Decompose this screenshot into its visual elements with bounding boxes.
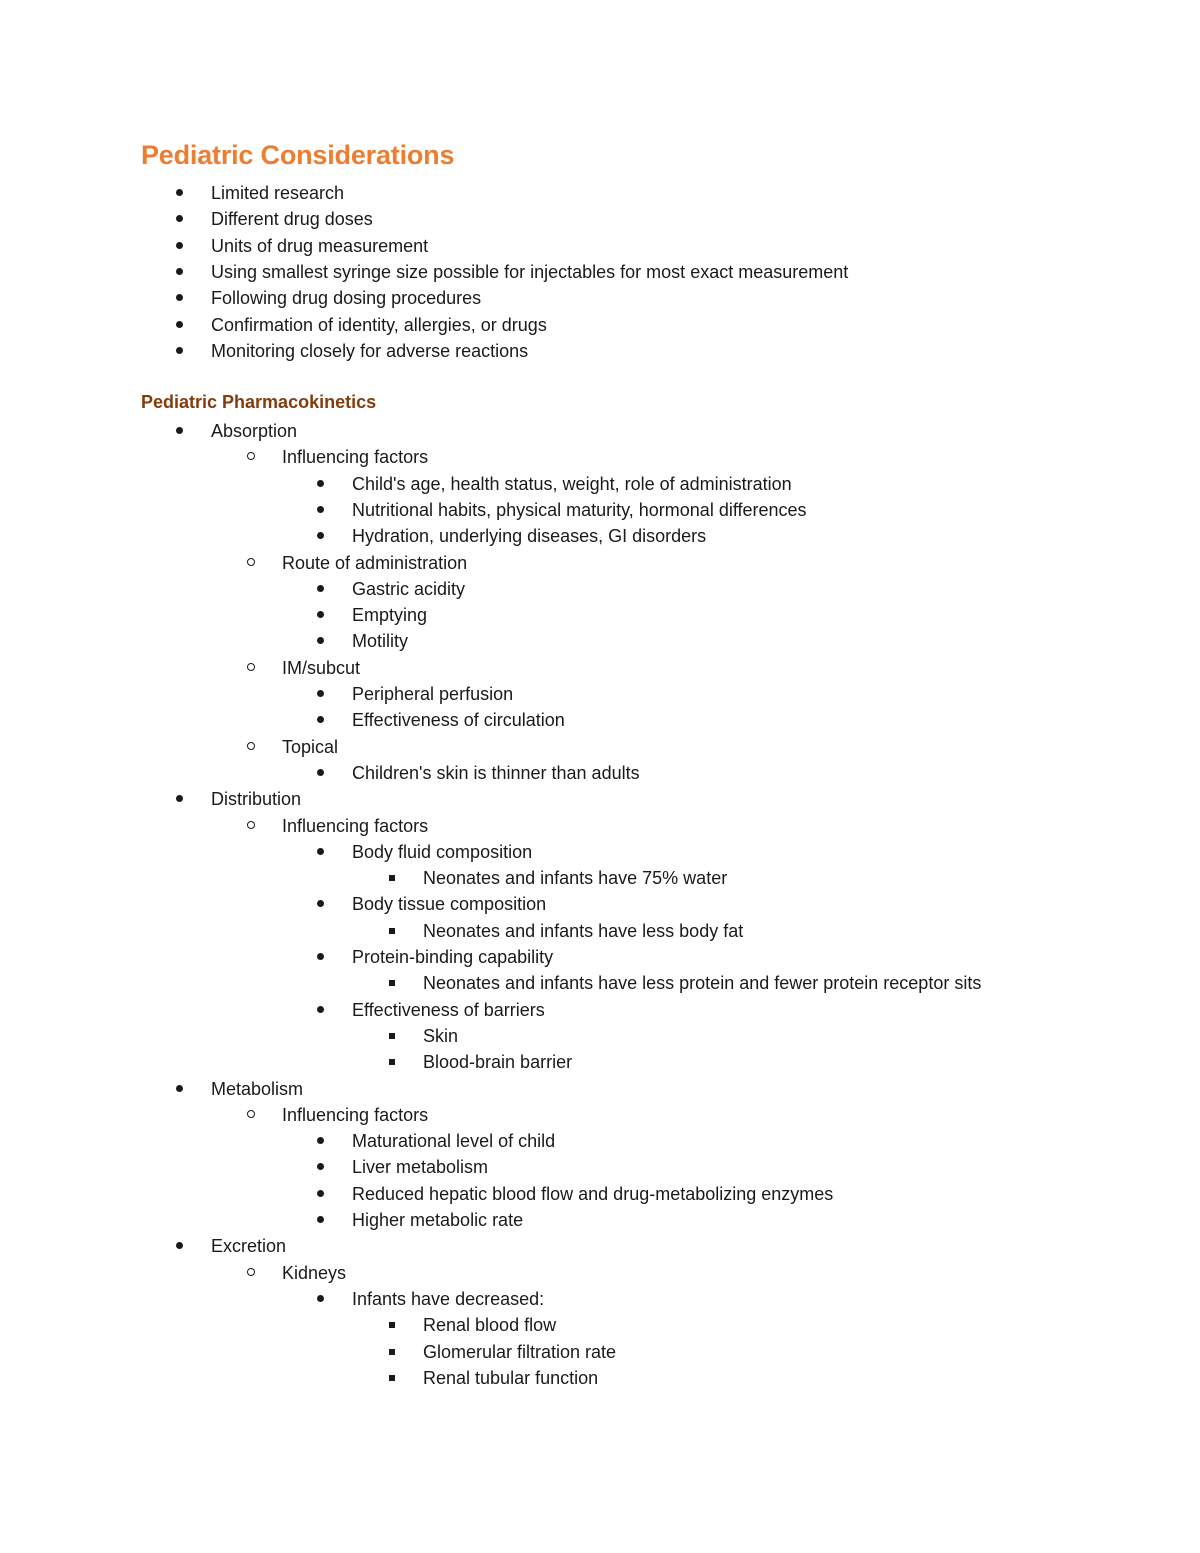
list-item-text: Units of drug measurement — [211, 236, 429, 256]
list-item-text: Route of administration — [282, 553, 468, 573]
section-heading: Pediatric Pharmacokinetics — [141, 392, 377, 412]
list-item-text: Nutritional habits, physical maturity, hormonal differences — [352, 500, 807, 520]
list-item-text: Blood-brain barrier — [423, 1052, 573, 1072]
list-item-text: Motility — [352, 631, 409, 651]
list-item-text: Glomerular filtration rate — [423, 1342, 617, 1362]
list-item-text: Neonates and infants have 75% water — [423, 868, 728, 888]
list-item-text: Topical — [282, 737, 339, 757]
list-item-text: Peripheral perfusion — [352, 684, 514, 704]
list-item-text: Gastric acidity — [352, 579, 466, 599]
list-item-text: Metabolism — [211, 1079, 304, 1099]
list-item-text: Skin — [423, 1026, 459, 1046]
list-item-text: Liver metabolism — [352, 1157, 489, 1177]
list-item-text: Monitoring closely for adverse reactions — [211, 341, 529, 361]
list-item-text: IM/subcut — [282, 658, 361, 678]
list-item-text: Body tissue composition — [352, 894, 547, 914]
list-item-text: Emptying — [352, 605, 428, 625]
list-item-text: Hydration, underlying diseases, GI disorders — [352, 526, 707, 546]
list-item-text: Effectiveness of barriers — [352, 1000, 545, 1020]
page-title: Pediatric Considerations — [141, 140, 455, 170]
list-item-text: Maturational level of child — [352, 1131, 556, 1151]
list-item-text: Confirmation of identity, allergies, or drugs — [211, 315, 547, 335]
list-item-text: Infants have decreased: — [352, 1289, 545, 1309]
list-item-text: Different drug doses — [211, 209, 373, 229]
list-item-text: Kidneys — [282, 1263, 347, 1283]
list-item-text: Body fluid composition — [352, 842, 533, 862]
list-item-text: Following drug dosing procedures — [211, 288, 482, 308]
list-item-text: Influencing factors — [282, 816, 429, 836]
list-item-text: Limited research — [211, 183, 345, 203]
list-item-text: Reduced hepatic blood flow and drug-metabolizing enzymes — [352, 1184, 834, 1204]
list-item-text: Neonates and infants have less protein and fewer protein receptor sits — [423, 973, 982, 993]
list-item-text: Excretion — [211, 1236, 287, 1256]
list-item-text: Renal blood flow — [423, 1315, 557, 1335]
list-item-text: Absorption — [211, 421, 298, 441]
list-item-text: Using smallest syringe size possible for injectables for most exact measurement — [211, 262, 849, 282]
list-item-text: Renal tubular function — [423, 1368, 599, 1388]
list-item-text: Effectiveness of circulation — [352, 710, 565, 730]
list-item-text: Children's skin is thinner than adults — [352, 763, 640, 783]
list-item-text: Higher metabolic rate — [352, 1210, 524, 1230]
list-item-text: Neonates and infants have less body fat — [423, 921, 744, 941]
list-item-text: Influencing factors — [282, 447, 429, 467]
list-item-text: Influencing factors — [282, 1105, 429, 1125]
list-item-text: Child's age, health status, weight, role of administration — [352, 474, 792, 494]
list-item-text: Distribution — [211, 789, 302, 809]
list-item-text: Protein-binding capability — [352, 947, 554, 967]
